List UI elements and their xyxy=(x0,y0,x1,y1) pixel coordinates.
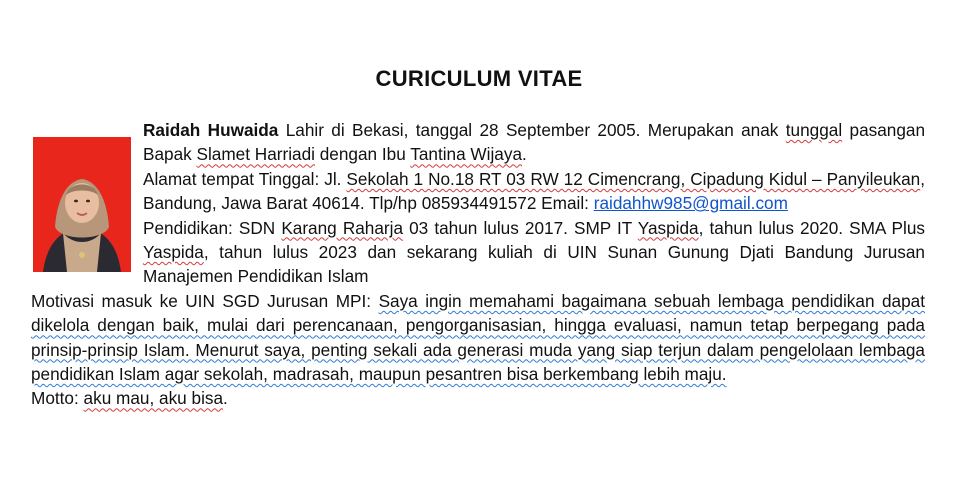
address-street: Sekolah 1 No.18 RT 03 RW 12 Cimencrang, Cipadung Kidul – Panyileukan xyxy=(346,168,921,189)
email-link[interactable]: raidahhw985@gmail.com xyxy=(593,193,788,214)
address-paragraph: Alamat tempat Tinggal: Jl. Sekolah 1 No.18 RT 03 RW 12 Cimencrang, Cipadung Kidul – Panyileukan, Bandung, Jawa Barat 40614. Tlp/hp 085934491572 Email: raidahhw985@gmail.com xyxy=(143,168,925,214)
cv-body xyxy=(31,118,925,411)
education-paragraph: Pendidikan: SDN Karang Raharja 03 tahun lulus 2017. SMP IT Yaspida, tahun lulus 2020. SMA Plus Yaspida, tahun lulus 2023 dan sekarang kuliah di UIN Sunan Gunung Djati Bandung Jurusan Manajemen Pendidikan Islam xyxy=(143,217,925,287)
motto-paragraph: Motto: aku mau, aku bisa. xyxy=(31,388,228,409)
father-name: Slamet Harriadi xyxy=(196,144,315,165)
person-name: Raidah Huwaida xyxy=(143,120,279,140)
motto-text: aku mau, aku bisa xyxy=(83,388,224,409)
motivation-paragraph: Motivasi masuk ke UIN SGD Jurusan MPI: Saya ingin memahami bagaimana sebuah lembaga pendidikan dapat dikelola dengan baik, mulai dari perencanaan, pengorganisasian, hingga evaluasi, namun tetap berpegang pada prinsip-prinsip Islam. Menurut saya, penting sekali ada generasi muda yang siap terjun dalam pengelolaan lembaga pendidikan Islam agar sekolah, madrasah, maupun pesantren bisa berkembang lebih maju. xyxy=(31,290,925,385)
mother-name: Tantina Wijaya xyxy=(410,144,523,165)
intro-paragraph: Raidah Huwaida Lahir di Bekasi, tanggal 28 September 2005. Merupakan anak tunggal pasangan Bapak Slamet Harriadi dengan Ibu Tantina Wijaya. xyxy=(143,120,926,165)
document-title: CURICULUM VITAE xyxy=(375,66,583,91)
photo-spacer xyxy=(31,118,143,288)
